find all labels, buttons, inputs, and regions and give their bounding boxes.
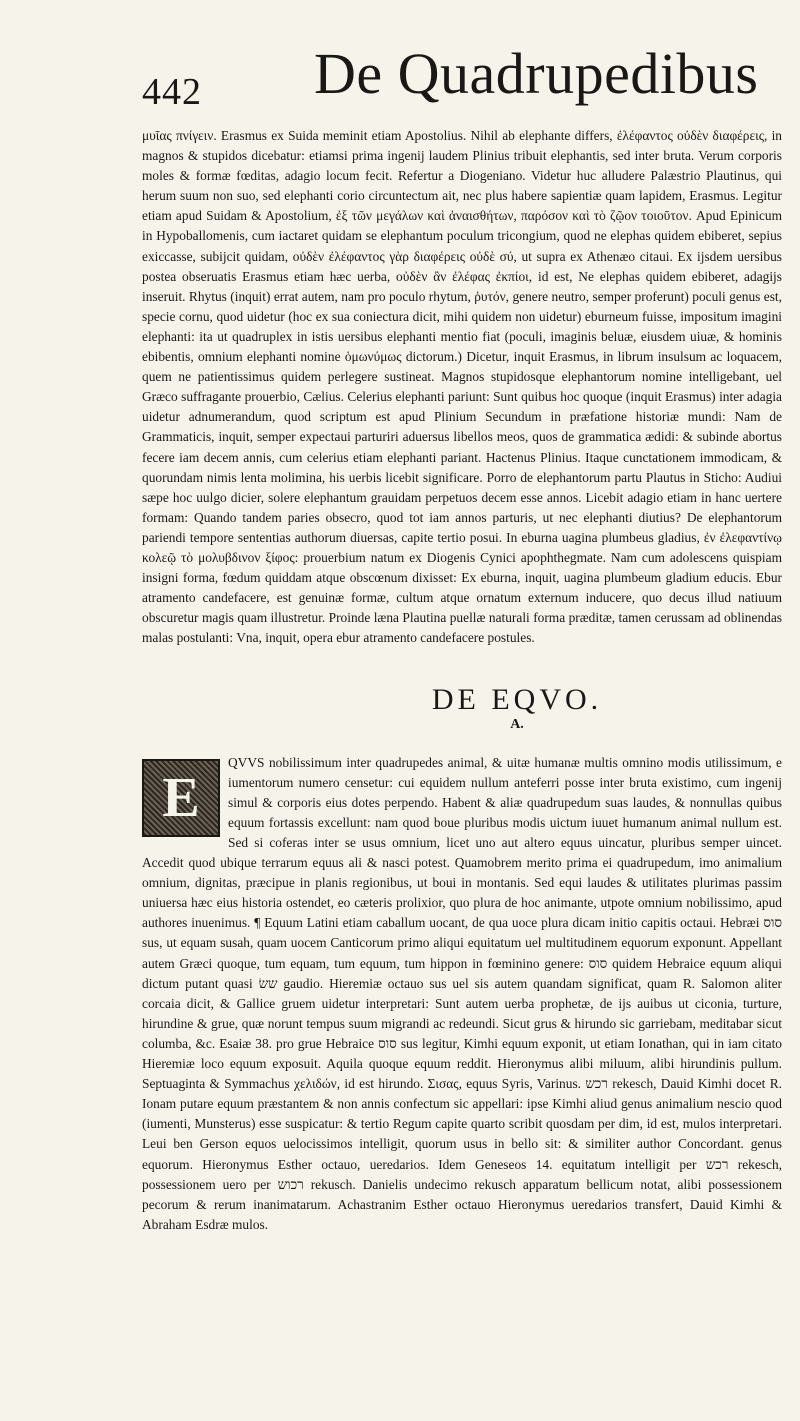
drop-cap-initial: E [142,759,220,837]
page-number: 442 [142,71,202,113]
section-subheading: A. [510,716,524,732]
section-body [142,753,782,1235]
section-heading: DE EQVO. [431,683,603,717]
page-header [142,40,782,112]
paragraph-elephant-proverbs: μυῖας πνίγειν. Erasmus ex Suida meminit etiam Apostolius. Nihil ab elephante differs, ἐλέφαντος οὐδὲν διαφέρεις, in magnos & stupidos dicebatur: etiamsi prima ingenij laudem Plinius tribuit elephantis, sed inter bruta. Verum corporis moles & formæ fœditas, adagio locum fecit. Refertur a Diogeniano. Videtur huc alludere Palæstrio Plautinus, qui herum suum non suo, sed elephanti corio circuntectum ait, nec plus habere sapientiæ quam lapidem, Erasmus. Legitur etiam apud Suidam & Apostolium, ἐξ τῶν μεγάλων καὶ ἀναισθήτων, παρόσον καὶ τὸ ζῷον τοιοῦτον. Apud Epinicum in Hypoballomenis, cum iactaret quidam se elephantum poculum tricongium, quod ne elephas quidem ebiberet, sepius exiccasse, subijcit quidam, οὐδὲν ἐλέφαντος γὰρ διαφέρεις οὐδὲ σύ, ut supra ex Athenæo citaui. Ex ijsdem uersibus postea obseruatis Erasmus etiam hæc uerba, οὐδὲν ἂν ἐλέφας ἐκπίοι, id est, Ne elephas quidem ebiberet, adagijs inseruit. Rhytus (inquit) errat autem, nam pro poculo rhytum, ῥυτόν, genere neutro, semper proferunt) poculi genus est, specie cornu, quod uidetur (hoc ex sua coniectura dicit, mihi quidem non uidetur) eburneum fuisse, impositum imagini elephanti: ita ut quadruplex in istis uersibus elephanti mentio fiat (poculi, imaginis beluæ, eiusdem uiuæ, & hominis ebibentis, omnium elephanti nomine ὁμωνύμως dictorum.) Dicetur, inquit Erasmus, in librum insulsum ac loquacem, quem ne patientissimus quidem perlegere sustineat. Magnos stupidosque elephantorum nomine intelligebant, uel Græco suffragante prouerbio, Cælius. Celerius elephanti pariunt: Sunt quibus hoc quoque (inquit Erasmus) inter adagia uidetur adnumerandum, quod scriptum est apud Plinium Secundum in præfatione historiæ mundi: Nam de Grammaticis, inquit, semper expectaui parturiri aduersus libellos meos, quos de grammatica ædidi: & subinde abortus fecere iam decem annis, cum celerius etiam elephanti pariant. Hactenus Plinius. Itaque cunctationem immodicam, & quorundam nimis lenta molimina, his uerbis licebit significare. Porro de elephantorum partu Plautus in Sticho: Audiui sæpe hoc uulgo dicier, solere elephantum grauidam perpetuos decem esse annos. Licebit adagio etiam in hanc uertere formam: Quando tandem paries obsecro, quod tot iam annos parturis, ut nec elephanti diutius? De elephantorum pariendi tempore sententias authorum diuersas, capite tertio posui. In eburna uagina plumbeus gladius, ἐν ἐλεφαντίνῳ κολεῷ τὸ μολυβδινον ξίφος: prouerbium natum ex Diogenis Cynici apophthegmate. Nam cum adolescens quispiam insigni forma, fœdum quiddam atque obscœnum dixisset: Ex eburna, inquit, uagina plumbeum gladium educis. Ebur atramento candefacere, est genuinæ formæ, cultum atque ornatum externum inducere, quo decus illud natiuum obscuretur magis quam illustretur. Proinde læna Plautina puellæ naturali forma præditæ, tamen cerussam ad oblinendas malas postulanti: Vna, inquit, opera ebur atramento candefacere postules. [142,128,782,646]
running-head: De Quadrupedibus [314,41,759,106]
paragraph-de-equo: QVVS nobilissimum inter quadrupedes animal, & uitæ humanæ multis omnino modis utilissimum, e iumentorum numero censetur: cui equidem nullum anteferri posse inter bruta existimo, cum ingenij simul & corporis eius dotes perpendo. Habent & aliæ quadrupedum suas laudes, & nonnullas quibus equum fortassis excellunt: nam quod boue pluribus modis uictum iuuet humanum animal nullum est. Sed si coferas inter se usus omnium, licet uno aut altero equus uincatur, pluribus semper uincet. Accedit quod ubique terrarum equus ali & nasci potest. Quamobrem merito prima ei quadrupedum, imo animalium omnium, dignitas, præcipue in planis regionibus, ut boui in montanis. Sed equi laudes & utilitates plurimas passim uniuersa hæc eius historia ostendet, eo cæteris prolixior, quo plura de hoc animante, utpote omnium nobilissimo, apud authores inuenimus. ¶ Equum Latini etiam caballum uocant, de qua uoce plura dicam initio capitis octaui. Hebræi סוס sus, ut equam susah, quam uocem Canticorum primo aliqui equitatum uel multitudinem equorum exponunt. Appellant autem Græci quoque, tum equam, tum equum, tum hippon in fœminino genere: סוס quidem Hebraice equum aliqui dictum putant quasi ששׂ gaudio. Hieremiæ octauo sus uel sis autem quandam significat, quam R. Salomon aliter corcaia dicit, & Gallice gruem uidetur interpretari: Sunt autem uerba prophetæ, de ijs auibus ut ciconia, turture, hirundine & grue, quæ norunt tempus suum migrandi ac redeundi. Sicut grus & hirundo sic garriebam, meditabar sicut columba, &c. Esaiæ 38. pro grue Hebraice סוס sus legitur, Kimhi equum exponit, ut etiam Ionathan, qui in iam citato Hieremiæ loco equum exposuit. Aquila quoque equum reddit. Hieronymus alibi miluum, alibi hirundinis pullum. Septuaginta & Symmachus χελιδών, id est hirundo. Σισας, equus Syris, Varinus. רכש rekesch, Dauid Kimhi docet R. Ionam putare equum præstantem & non annis confectum sic appellari: ipse Kimhi aliud genus animalium nescio quod (iumenti, Munsterus) esse suspicatur: & tertio Regum capite quarto scribit quosdam per dim, id est, mulos interpretari. Leui ben Gerson equos uelocissimos intelligit, quorum usus in bello sit: & similiter author Concordant. genus equorum. Hieronymus Esther octauo, ueredarios. Idem Geneseos 14. equitatum intelligit per רכש rekesch, possessionem uero per רכוש rekusch. Danielis undecimo rekusch apparatum bellicum notat, alibi possessionem pecorum & rerum inanimatarum. Achastranim Esther octauo Hieronymus ueredarios transfert, Dauid Kimhi & Abraham Esdræ mulos. [142,754,782,1232]
body-text [142,126,782,1235]
